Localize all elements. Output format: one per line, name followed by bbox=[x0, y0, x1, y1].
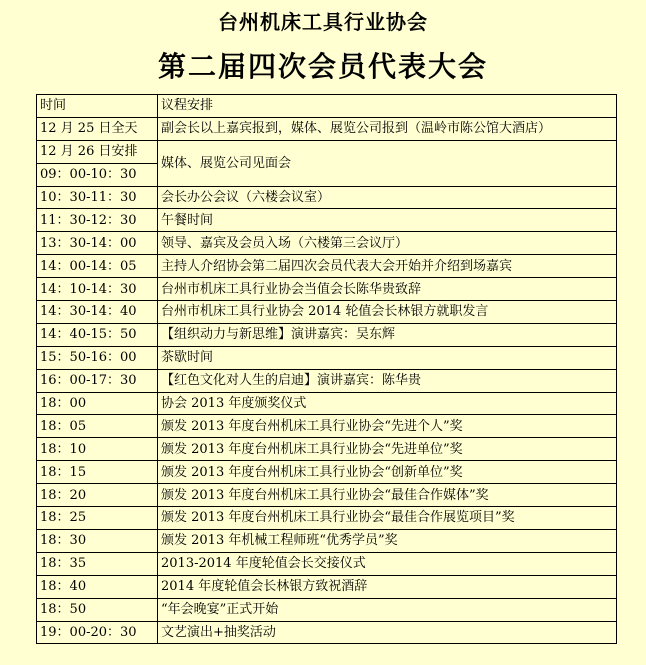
agenda-cell: 文艺演出+抽奖活动 bbox=[158, 621, 617, 644]
time-cell: 16：00-17：30 bbox=[37, 369, 158, 392]
table-row bbox=[37, 529, 617, 552]
table-row bbox=[37, 232, 617, 255]
time-cell: 13：30-14：00 bbox=[37, 232, 158, 255]
table-row bbox=[37, 369, 617, 392]
time-cell: 14：00-14：05 bbox=[37, 255, 158, 278]
table-row bbox=[37, 301, 617, 324]
table-row bbox=[37, 209, 617, 232]
table-row bbox=[37, 598, 617, 621]
time-cell: 10：30-11：30 bbox=[37, 186, 158, 209]
time-cell: 18：35 bbox=[37, 552, 158, 575]
agenda-cell: 【红色文化对人生的启迪】演讲嘉宾：陈华贵 bbox=[158, 369, 617, 392]
time-cell: 18：30 bbox=[37, 529, 158, 552]
agenda-cell: 台州市机床工具行业协会 2014 轮值会长林银方就职发言 bbox=[158, 301, 617, 324]
agenda-cell: 台州市机床工具行业协会当值会长陈华贵致辞 bbox=[158, 278, 617, 301]
agenda-cell: 颁发 2013 年度台州机床工具行业协会“最佳合作展览项目”奖 bbox=[158, 507, 617, 530]
table-row bbox=[37, 255, 617, 278]
header-agenda: 议程安排 bbox=[158, 95, 617, 118]
time-cell: 09：00-10：30 bbox=[37, 163, 158, 186]
table-row bbox=[37, 575, 617, 598]
meeting-title: 第二届四次会员代表大会 bbox=[157, 50, 488, 83]
table-row bbox=[37, 621, 617, 644]
association-title: 台州机床工具行业协会 bbox=[218, 10, 428, 34]
table-row bbox=[37, 484, 617, 507]
time-cell: 18：10 bbox=[37, 438, 158, 461]
agenda-cell: 2014 年度轮值会长林银方致祝酒辞 bbox=[158, 575, 617, 598]
time-cell: 18：15 bbox=[37, 461, 158, 484]
table-row bbox=[37, 552, 617, 575]
agenda-cell: 颁发 2013 年度台州机床工具行业协会“先进个人”奖 bbox=[158, 415, 617, 438]
table-row bbox=[37, 186, 617, 209]
time-cell: 18：50 bbox=[37, 598, 158, 621]
agenda-cell: 媒体、展览公司见面会 bbox=[158, 140, 617, 186]
agenda-cell: 【组织动力与新思维】演讲嘉宾：吴东辉 bbox=[158, 323, 617, 346]
agenda-cell: 协会 2013 年度颁奖仪式 bbox=[158, 392, 617, 415]
table-row bbox=[37, 392, 617, 415]
table-row bbox=[37, 507, 617, 530]
table-row bbox=[37, 438, 617, 461]
agenda-table bbox=[36, 94, 617, 644]
time-cell bbox=[37, 140, 158, 163]
table-row bbox=[37, 278, 617, 301]
agenda-cell: 茶歇时间 bbox=[158, 346, 617, 369]
table-row bbox=[37, 346, 617, 369]
agenda-cell: 颁发 2013 年机械工程师班“优秀学员”奖 bbox=[158, 529, 617, 552]
agenda-cell: 会长办公会议（六楼会议室） bbox=[158, 186, 617, 209]
table-row bbox=[37, 140, 617, 163]
table-row bbox=[37, 415, 617, 438]
date-label: 12 月 26 日安排 bbox=[40, 143, 138, 159]
agenda-cell: 午餐时间 bbox=[158, 209, 617, 232]
agenda-cell: 2013-2014 年度轮值会长交接仪式 bbox=[158, 552, 617, 575]
time-cell: 18：25 bbox=[37, 507, 158, 530]
agenda-cell: 颁发 2013 年度台州机床工具行业协会“最佳合作媒体”奖 bbox=[158, 484, 617, 507]
time-cell: 19：00-20：30 bbox=[37, 621, 158, 644]
time-cell: 14：40-15：50 bbox=[37, 323, 158, 346]
time-cell: 18：20 bbox=[37, 484, 158, 507]
agenda-cell: 领导、嘉宾及会员入场（六楼第三会议厅） bbox=[158, 232, 617, 255]
time-cell: 14：30-14：40 bbox=[37, 301, 158, 324]
table-row bbox=[37, 323, 617, 346]
time-cell: 15：50-16：00 bbox=[37, 346, 158, 369]
agenda-cell: 副会长以上嘉宾报到，媒体、展览公司报到（温岭市陈公馆大酒店） bbox=[158, 117, 617, 140]
time-cell: 12 月 25 日全天 bbox=[37, 117, 158, 140]
table-row bbox=[37, 461, 617, 484]
time-cell: 11：30-12：30 bbox=[37, 209, 158, 232]
agenda-cell: 颁发 2013 年度台州机床工具行业协会“先进单位”奖 bbox=[158, 438, 617, 461]
time-cell: 18：00 bbox=[37, 392, 158, 415]
table-row bbox=[37, 117, 617, 140]
time-cell: 14：10-14：30 bbox=[37, 278, 158, 301]
time-cell: 18：05 bbox=[37, 415, 158, 438]
agenda-cell: 颁发 2013 年度台州机床工具行业协会“创新单位”奖 bbox=[158, 461, 617, 484]
table-header-row bbox=[37, 95, 617, 118]
agenda-cell: “年会晚宴”正式开始 bbox=[158, 598, 617, 621]
agenda-cell: 主持人介绍协会第二届四次会员代表大会开始并介绍到场嘉宾 bbox=[158, 255, 617, 278]
header-time: 时间 bbox=[37, 95, 158, 118]
time-cell: 18：40 bbox=[37, 575, 158, 598]
